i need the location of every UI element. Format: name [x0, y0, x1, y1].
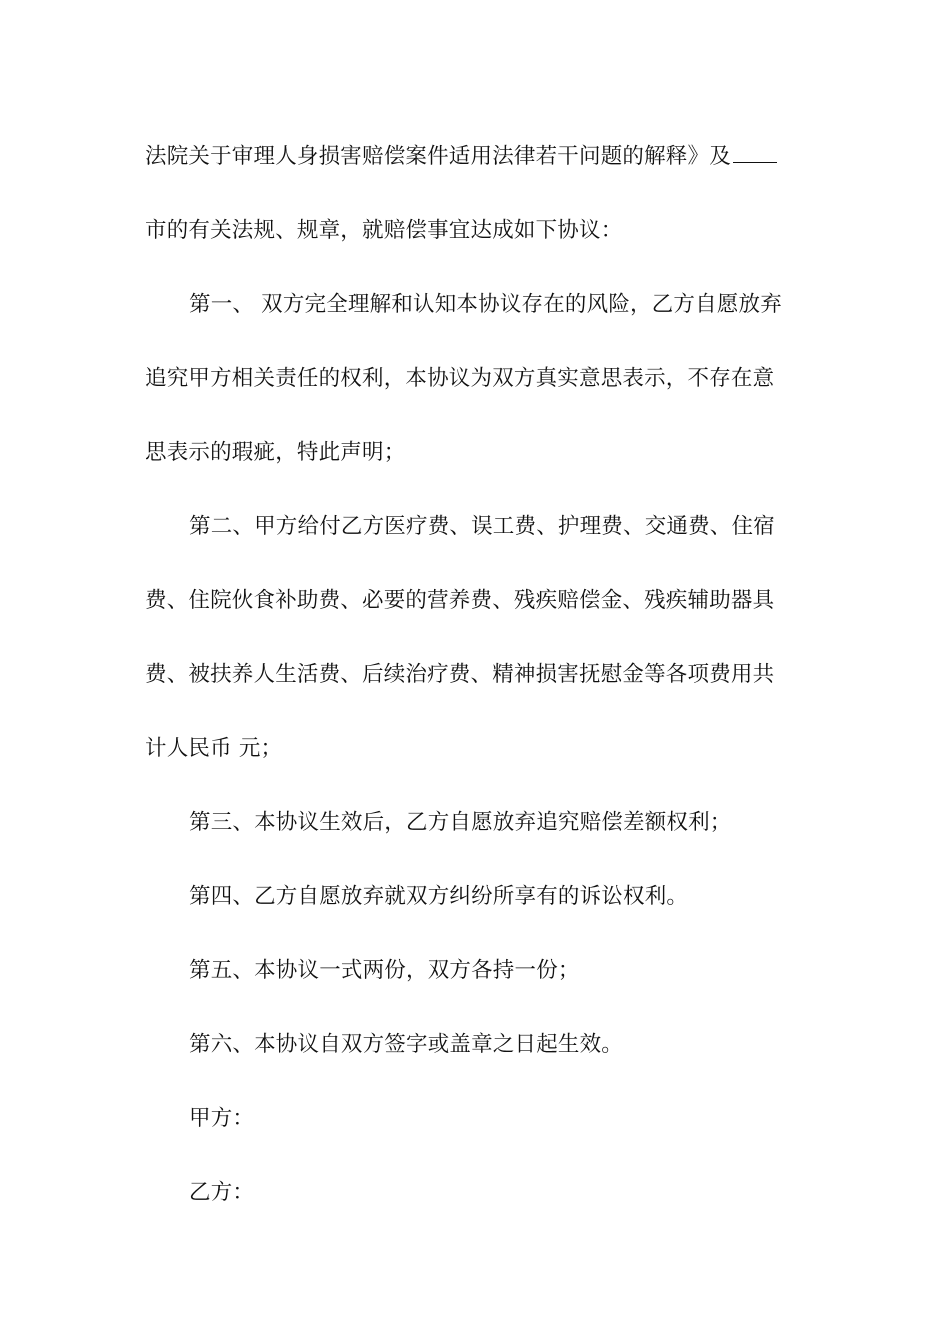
text-line: 计人民币 元；	[145, 736, 283, 761]
clause-4-text: 第四、乙方自愿放弃就双方纠纷所享有的诉讼权利。	[189, 884, 689, 909]
text-line: 市的有关法规、规章，就赔偿事宜达成如下协议：	[145, 218, 623, 243]
text-line: 费、住院伙食补助费、必要的营养费、残疾赔偿金、残疾辅助器具	[145, 588, 775, 613]
fill-in-blank	[733, 144, 777, 163]
party-a-label: 甲方：	[189, 1106, 255, 1131]
clause-1-text: 第一、 双方完全理解和认知本协议存在的风险，乙方自愿放弃	[189, 292, 782, 317]
text-line	[145, 142, 810, 172]
clause-2-text: 第二、甲方给付乙方医疗费、误工费、护理费、交通费、住宿	[189, 514, 775, 539]
text-line: 费、被扶养人生活费、后续治疗费、精神损害抚慰金等各项费用共	[145, 662, 775, 687]
line-text: 法院关于审理人身损害赔偿案件适用法律若干问题的解释》及	[145, 144, 731, 169]
clause-3-text: 第三、本协议生效后，乙方自愿放弃追究赔偿差额权利；	[189, 810, 732, 835]
clause-6-text: 第六、本协议自双方签字或盖章之日起生效。	[189, 1032, 624, 1057]
clause-5-text: 第五、本协议一式两份，双方各持一份；	[189, 958, 580, 983]
text-line: 思表示的瑕疵，特此声明；	[145, 440, 406, 465]
party-b-label: 乙方：	[189, 1180, 255, 1205]
text-line: 追究甲方相关责任的权利，本协议为双方真实意思表示，不存在意	[145, 366, 775, 391]
